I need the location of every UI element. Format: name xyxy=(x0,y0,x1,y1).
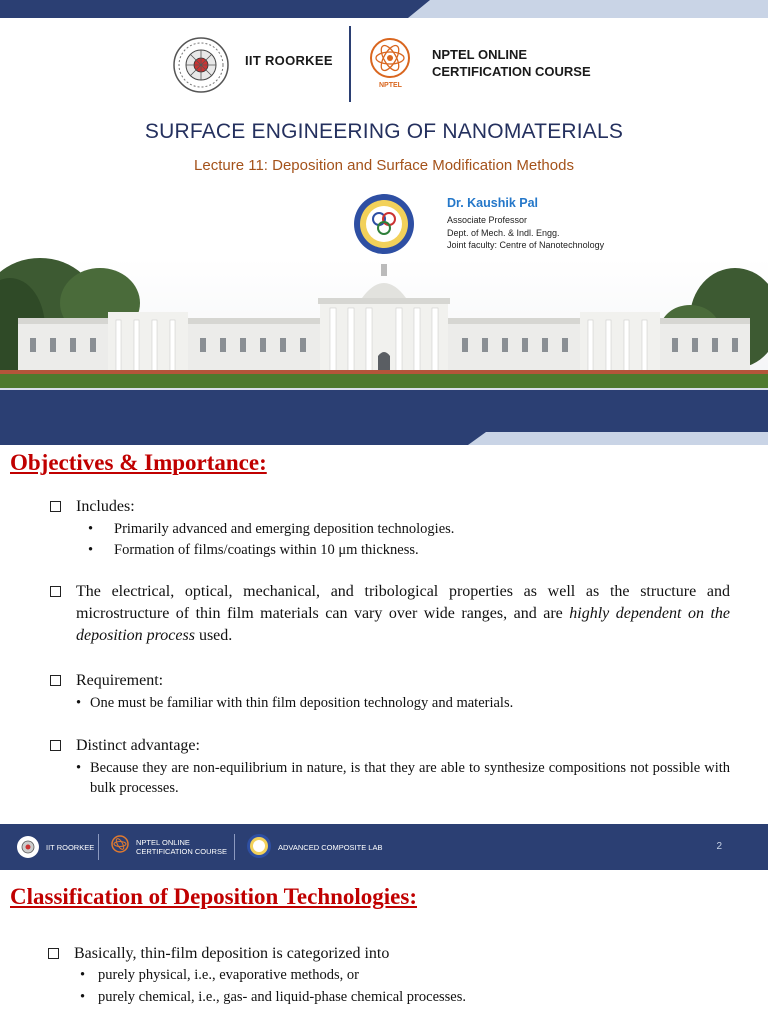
course-title: SURFACE ENGINEERING OF NANOMATERIALS xyxy=(144,120,624,143)
professor-name: Dr. Kaushik Pal xyxy=(447,196,539,210)
advantage-item-text: Because they are non-equilibrium in nature, is that they are able to synthesize compositions not possible with bulk processes. xyxy=(90,760,730,796)
classification-item xyxy=(80,965,730,985)
bullet-dot-icon: • xyxy=(76,695,82,711)
footer-lab-label: ADVANCED COMPOSITE LAB xyxy=(278,843,383,852)
nptel-label xyxy=(432,46,591,80)
classification-item xyxy=(80,987,730,1007)
objectives-slide xyxy=(0,448,768,818)
advantage-item xyxy=(76,758,730,798)
advantage-bullet xyxy=(50,735,740,757)
bullet-dot-icon: • xyxy=(88,521,94,537)
properties-text: The electrical, optical, mechanical, and tribological properties as well as the structure and microstructure of thin film materials can vary over wide ranges, and are xyxy=(76,583,730,622)
checkbox-bullet-icon xyxy=(50,740,61,751)
nptel-label-line1: NPTEL ONLINE xyxy=(432,47,528,62)
requirement-label: Requirement: xyxy=(76,672,164,689)
bullet-dot-icon: • xyxy=(76,760,82,776)
iit-main-building-image xyxy=(0,258,768,390)
bullet-dot-icon: • xyxy=(80,989,86,1005)
logo-divider xyxy=(349,26,351,102)
includes-item-text: Primarily advanced and emerging deposition technologies. xyxy=(114,521,455,537)
bullet-dot-icon: • xyxy=(88,542,94,558)
includes-item xyxy=(88,540,738,560)
footer-divider xyxy=(98,834,99,860)
footer-nptel-line1: NPTEL ONLINE xyxy=(136,838,190,847)
slide-heading: Classification of Deposition Technologies: xyxy=(10,884,418,909)
iit-roorkee-logo-icon xyxy=(16,835,40,859)
advanced-composite-lab-logo-icon xyxy=(246,833,272,859)
iit-roorkee-label: IIT ROORKEE xyxy=(245,53,333,68)
top-band-accent xyxy=(408,0,768,18)
professor-dept: Dept. of Mech. & Indl. Engg. xyxy=(447,228,560,238)
properties-emphasis: highly dependent on the deposition process xyxy=(76,605,731,644)
footer-nptel-line2: CERTIFICATION COURSE xyxy=(136,847,227,856)
includes-item-text: Formation of films/coatings within 10 μm thickness. xyxy=(114,542,419,558)
includes-item xyxy=(88,519,738,539)
bottom-band-accent xyxy=(468,432,768,445)
professor-role: Associate Professor xyxy=(447,215,528,225)
professor-joint: Joint faculty: Centre of Nanotechnology xyxy=(447,240,605,250)
iit-roorkee-logo-icon xyxy=(172,36,230,94)
includes-bullet xyxy=(50,496,740,518)
advantage-label: Distinct advantage: xyxy=(76,737,200,754)
intro-text: Basically, thin-film deposition is categorized into xyxy=(74,945,390,962)
advanced-composite-lab-logo-icon xyxy=(353,193,415,255)
properties-text-end: used. xyxy=(194,627,233,644)
properties-bullet xyxy=(50,581,730,647)
checkbox-bullet-icon xyxy=(48,948,59,959)
bullet-dot-icon: • xyxy=(80,967,86,983)
slide-footer xyxy=(0,824,768,870)
footer-nptel-label xyxy=(136,838,227,856)
checkbox-bullet-icon xyxy=(50,501,61,512)
classification-slide xyxy=(0,870,768,1024)
requirement-bullet xyxy=(50,670,740,692)
nptel-label-line2: CERTIFICATION COURSE xyxy=(432,64,591,79)
slide-heading: Objectives & Importance: xyxy=(10,450,267,475)
properties-paragraph xyxy=(50,581,730,647)
footer-iit-label: IIT ROORKEE xyxy=(46,843,95,852)
title-slide xyxy=(0,0,768,445)
nptel-logo-icon xyxy=(110,834,130,858)
lecture-subtitle: Lecture 11: Deposition and Surface Modification Methods xyxy=(194,157,574,174)
includes-label: Includes: xyxy=(76,498,135,515)
classification-item-text: purely physical, i.e., evaporative methods, or xyxy=(98,967,359,983)
classification-item-text: purely chemical, i.e., gas- and liquid-phase chemical processes. xyxy=(98,989,467,1005)
checkbox-bullet-icon xyxy=(50,586,61,597)
nptel-logo-text: NPTEL xyxy=(379,82,402,89)
footer-divider xyxy=(234,834,235,860)
requirement-item xyxy=(76,693,736,713)
checkbox-bullet-icon xyxy=(50,675,61,686)
page-number: 2 xyxy=(716,841,722,852)
requirement-item-text: One must be familiar with thin film deposition technology and materials. xyxy=(90,695,514,711)
intro-bullet xyxy=(48,943,738,965)
